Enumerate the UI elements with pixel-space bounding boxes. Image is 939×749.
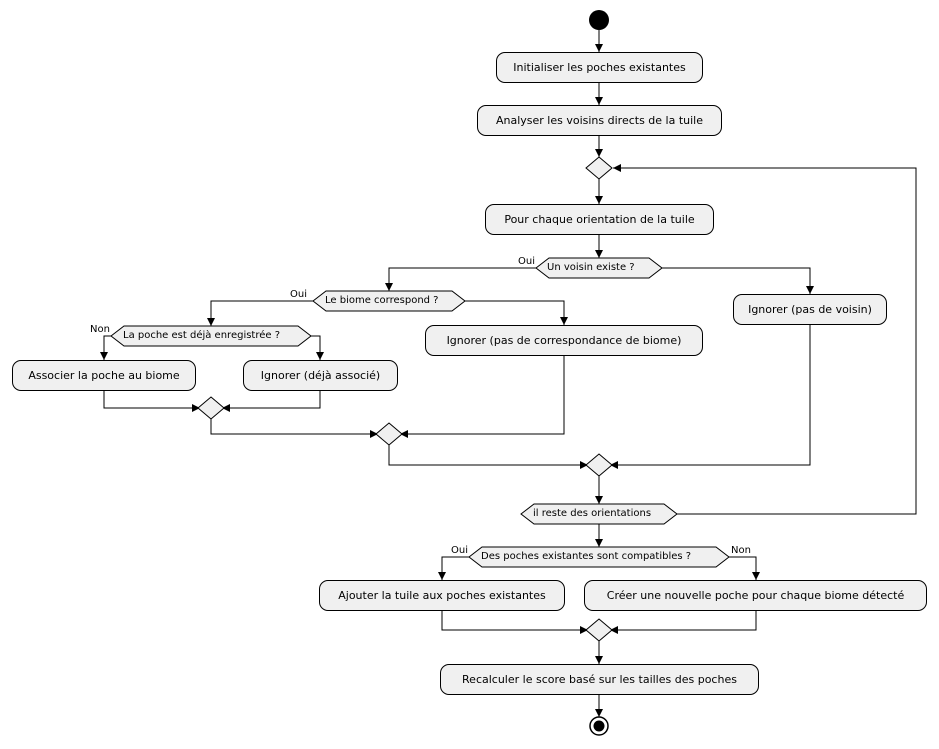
action-label: Créer une nouvelle poche pour chaque biome détecté (606, 589, 905, 602)
decision-label-un-voisin-existe: Un voisin existe ? (547, 262, 635, 273)
decision-label-reste-des-orientations: il reste des orientations (533, 508, 652, 519)
merge-node-3 (586, 454, 612, 476)
edge-merge2-to-merge3 (389, 445, 588, 469)
merge-node-1 (198, 397, 224, 419)
action-node-recalculer-score[interactable] (440, 664, 759, 695)
edge-d1-oui (385, 268, 536, 291)
decision-label-poches-compatibles: Des poches existantes sont compatibles ? (481, 551, 692, 562)
decision-label-poche-deja-enregistree: La poche est déjà enregistrée ? (123, 330, 281, 341)
edge-init-to-analyse (595, 83, 603, 105)
edge-d2-non (465, 301, 568, 325)
edge-a7-to-merge1 (222, 391, 320, 412)
action-node-associer-poche-biome[interactable] (12, 360, 196, 391)
action-label: Ignorer (pas de correspondance de biome) (446, 334, 682, 347)
action-node-initialiser[interactable] (496, 52, 703, 83)
action-label: Ignorer (déjà associé) (260, 369, 381, 382)
guard-label-oui-voisin: Oui (518, 256, 535, 267)
edge-analyse-to-merge0 (595, 136, 603, 157)
action-label: Ajouter la tuile aux poches existantes (338, 589, 546, 602)
action-label: Initialiser les poches existantes (513, 61, 686, 74)
action-node-ignorer-deja-associe[interactable] (243, 360, 398, 391)
action-node-creer-nouvelle-poche[interactable] (584, 580, 927, 611)
action-label: Associer la poche au biome (28, 369, 180, 382)
edge-recalc-to-end (595, 695, 603, 717)
edge-a9-to-merge4 (610, 611, 756, 634)
decision-label-le-biome-correspond: Le biome correspond ? (325, 295, 439, 306)
edge-d4-to-d5 (595, 524, 603, 547)
edge-merge4-to-recalc (595, 641, 603, 664)
action-node-ajouter-tuile[interactable] (319, 580, 565, 611)
edge-d2-oui (207, 301, 313, 326)
merge-node-2 (376, 423, 402, 445)
start-node (589, 10, 609, 30)
merge-node-4 (586, 619, 612, 641)
edge-merge1-to-merge2 (211, 419, 378, 438)
edge-d5-non (729, 557, 760, 580)
edge-merge0-to-foreach (595, 179, 603, 204)
guard-label-oui-compatibles: Oui (451, 545, 468, 556)
action-label: Pour chaque orientation de la tuile (504, 213, 695, 226)
edge-d3-non (100, 336, 111, 360)
action-node-ignorer-pas-de-voisin[interactable] (733, 294, 887, 325)
edge-a8-to-merge4 (442, 611, 588, 634)
edge-d3-oui (311, 336, 324, 360)
edge-a6-to-merge1 (104, 391, 200, 412)
edge-a5-to-merge2 (400, 356, 564, 438)
guard-label-non-poche: Non (90, 324, 110, 335)
merge-node-0 (586, 157, 612, 179)
action-label: Analyser les voisins directs de la tuile (495, 114, 704, 127)
edge-d5-oui (438, 557, 469, 580)
action-node-pour-chaque-orientation[interactable] (485, 204, 714, 235)
guard-label-oui-biome: Oui (290, 289, 307, 300)
guard-label-non-compatibles: Non (731, 545, 751, 556)
action-label: Ignorer (pas de voisin) (748, 303, 872, 316)
action-label: Recalculer le score basé sur les tailles des poches (462, 673, 737, 686)
action-node-ignorer-pas-correspondance[interactable] (425, 325, 703, 356)
edge-d1-non (662, 268, 814, 294)
edge-foreach-to-d1 (595, 235, 603, 258)
action-node-analyser-voisins[interactable] (477, 105, 722, 136)
edge-merge3-to-d4 (595, 476, 603, 504)
end-node (590, 717, 608, 735)
edge-start-to-init (595, 30, 603, 52)
